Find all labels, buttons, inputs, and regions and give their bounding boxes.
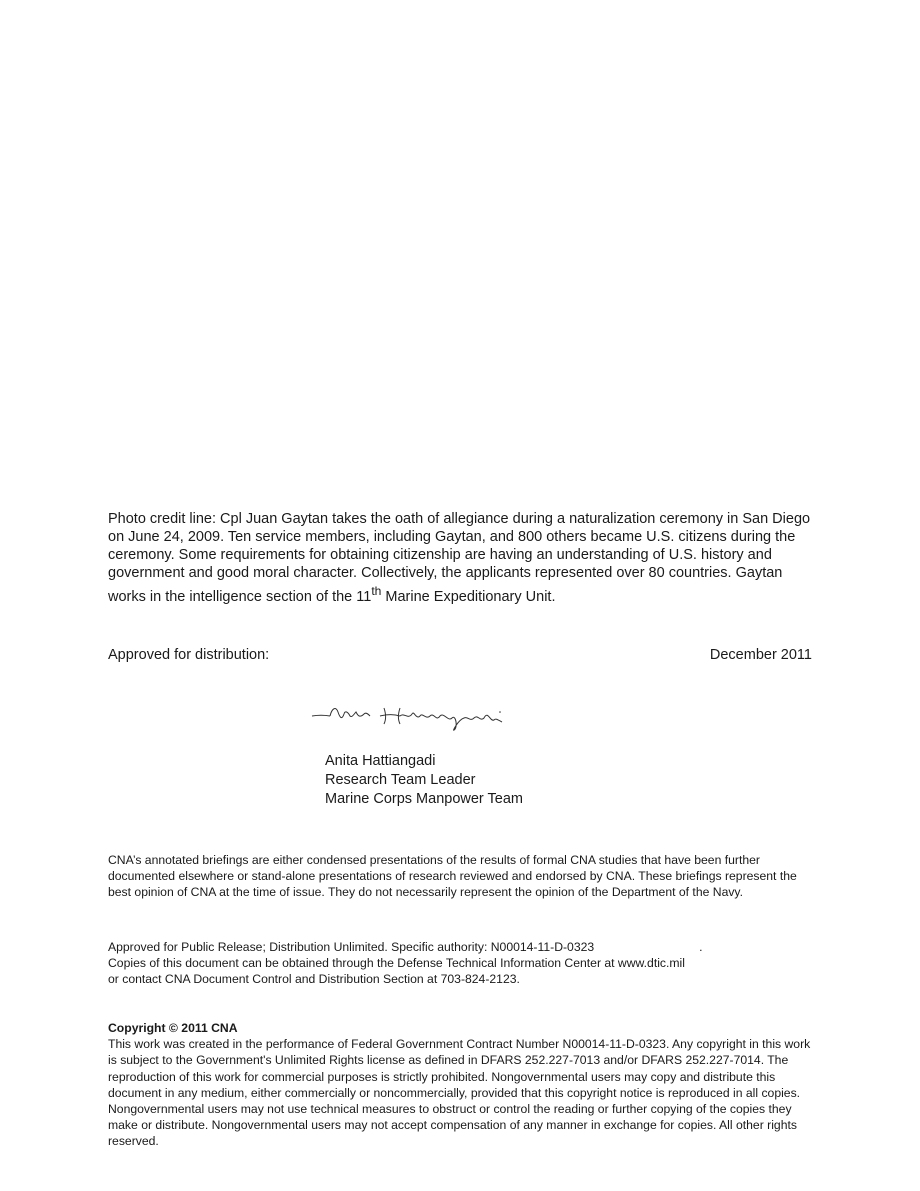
- copyright-contract-number: N00014-11-D-0323: [562, 1037, 666, 1052]
- release-notice: [108, 939, 812, 988]
- release-authority-text: Approved for Public Release; Distribution Unlimited. Specific authority:: [108, 940, 491, 954]
- signer-name: Anita Hattiangadi: [325, 753, 436, 769]
- approval-label: Approved for distribution:: [108, 647, 270, 663]
- approval-row: [108, 646, 812, 664]
- photo-credit: [108, 510, 812, 606]
- photo-credit-text: Photo credit line: Cpl Juan Gaytan takes the oath of allegiance during a naturalization ceremony in San Diego on June 24, 2009. Ten service members, including Gaytan, and 800 others became U.S. citizens during the ceremony. Some requirements for obtaining citizenship are having an understanding of U.S. history and government and good moral character. Collectively, the applicants represented over 80 countries. Gaytan works in the intelligence section of the 11: [108, 511, 811, 605]
- photo-credit-text-end: Marine Expeditionary Unit.: [381, 588, 556, 605]
- signature-image: [308, 700, 508, 740]
- signer-block: [325, 752, 523, 809]
- approval-date: December 2011: [709, 647, 812, 663]
- copyright-prefix: This work was created in the performance of Federal Government Contract Number: [108, 1037, 563, 1052]
- disclaimer-text: CNA’s annotated briefings are either condensed presentations of the results of formal CNA studies that have been further documented elsewhere or stand-alone presentations of research reviewed and endorsed by CNA. These briefings represent the best opinion of CNA at the time of issue. They do not necessarily represent the opinion of the Department of the Navy.: [108, 853, 797, 900]
- release-contract-number: N00014-11-D-0323: [490, 940, 595, 954]
- signer-team: Marine Corps Manpower Team: [325, 791, 523, 807]
- photo-credit-superscript: th: [371, 584, 382, 598]
- release-line-3: or contact CNA Document Control and Distribution Section at 703-824-2123.: [108, 972, 520, 987]
- copyright-heading: Copyright © 2011 CNA: [108, 1021, 238, 1035]
- copyright-body-text: . Any copyright in this work is subject to the Government's Unlimited Rights license as defined in DFARS 252.227-7013 and/or DFARS 252.227-7014. The reproduction of this work for commercial purposes is strictly prohibited. Nongovernmental users may copy and distribute this document in any medium, either commercially or noncommercially, provided that this copyright notice is reproduced in all copies. Nongovernmental users may not use technical measures to obstruct or control the reading or further copying of the copies they make or distribute. Nongovernmental users may not accept compensation of any manner in exchange for copies. All other rights reserved.: [108, 1037, 811, 1149]
- copyright-notice: [108, 1020, 812, 1150]
- release-period: .: [699, 940, 703, 954]
- release-line-2: Copies of this document can be obtained through the Defense Technical Information Center at www.dtic.mil: [108, 956, 685, 971]
- signer-title: Research Team Leader: [325, 772, 476, 788]
- copyright-body: [108, 1036, 812, 1149]
- release-line-1: [108, 939, 812, 955]
